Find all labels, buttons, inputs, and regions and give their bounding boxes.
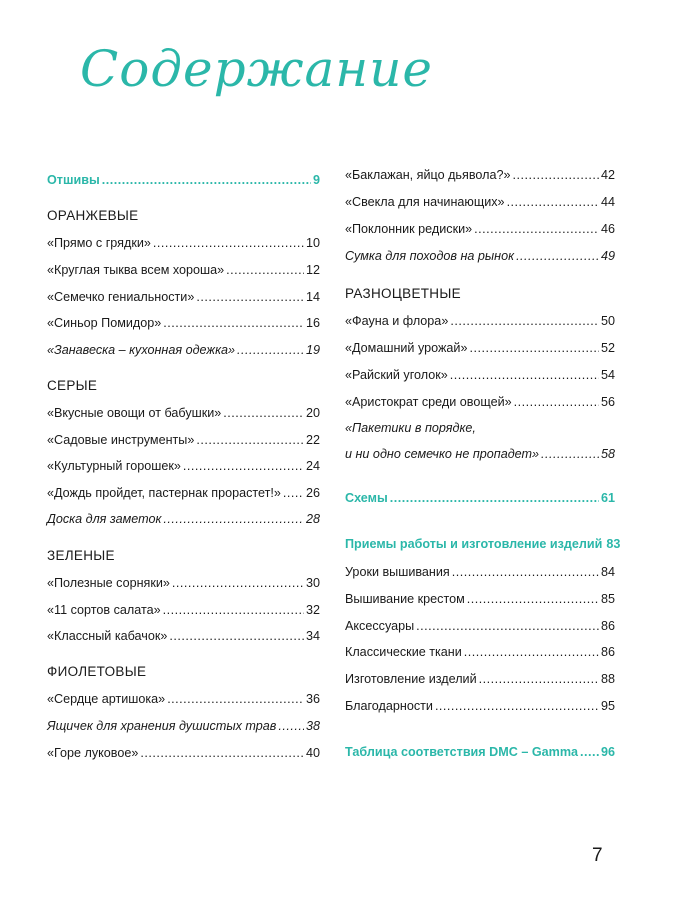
dot-leader [163, 511, 304, 527]
entry-title: «Свекла для начинающих» [345, 195, 505, 209]
entry-title: Схемы [345, 491, 388, 505]
entry-page: 83 [606, 537, 621, 551]
entry-page: 44 [600, 195, 615, 209]
toc-entry[interactable] [345, 536, 621, 552]
entry-page: 40 [305, 746, 320, 760]
toc-entry[interactable] [345, 367, 615, 383]
toc-entry[interactable] [47, 172, 320, 188]
toc-entry[interactable] [345, 591, 615, 607]
dot-leader [226, 262, 304, 278]
entry-page: 38 [305, 719, 320, 733]
toc-entry[interactable] [47, 575, 320, 591]
section-heading: ФИОЛЕТОВЫЕ [47, 664, 147, 679]
entry-page: 19 [305, 343, 320, 358]
toc-entry[interactable] [345, 644, 615, 660]
entry-page: 96 [600, 745, 615, 759]
entry-page: 95 [600, 699, 615, 713]
entry-page: 14 [305, 289, 320, 304]
toc-entry[interactable] [345, 744, 615, 760]
dot-leader [450, 367, 599, 383]
entry-page: 12 [305, 262, 320, 277]
dot-leader [223, 405, 304, 421]
entry-title: «Семечко гениальности» [47, 289, 195, 304]
toc-entry[interactable] [345, 313, 615, 329]
entry-title: «Круглая тыква всем хороша» [47, 262, 225, 277]
entry-page: 32 [305, 602, 320, 617]
toc-entry[interactable] [345, 221, 615, 237]
entry-page: 9 [312, 173, 320, 187]
dot-leader [450, 313, 599, 329]
entry-page: 10 [305, 236, 320, 250]
dot-leader [467, 591, 599, 607]
entry-page: 56 [600, 395, 615, 409]
section-heading: РАЗНОЦВЕТНЫЕ [345, 286, 461, 301]
dot-leader [580, 744, 599, 760]
entry-page: 88 [600, 672, 615, 687]
entry-title: «Вкусные овощи от бабушки» [47, 406, 222, 420]
section-heading: ЗЕЛЕНЫЕ [47, 548, 115, 563]
dot-leader [163, 602, 304, 618]
entry-page: 26 [305, 485, 320, 500]
entry-title: «Баклажан, яйцо дьявола?» [345, 168, 511, 182]
dot-leader [416, 618, 599, 634]
entry-page: 52 [600, 341, 615, 355]
dot-leader [283, 485, 304, 501]
dot-leader [390, 490, 599, 506]
entry-title: Благодарности [345, 699, 433, 713]
entry-title: «Фауна и флора» [345, 314, 449, 328]
entry-title: Вышивание крестом [345, 591, 465, 606]
entry-title: «Домашний урожай» [345, 341, 468, 355]
entry-page: 22 [305, 432, 320, 447]
toc-entry[interactable] [345, 618, 615, 634]
toc-entry[interactable] [345, 194, 615, 210]
entry-title: Таблица соответствия DMC – Gamma [345, 745, 579, 759]
entry-title: «Горе луковое» [47, 746, 139, 760]
entry-page: 58 [600, 447, 615, 461]
entry-page: 28 [305, 512, 320, 527]
entry-title: «Классный кабачок» [47, 629, 168, 644]
entry-page: 85 [600, 591, 615, 606]
toc-entry[interactable] [47, 289, 320, 305]
toc-entry[interactable] [47, 262, 320, 278]
entry-title: «Занавеска – кухонная одежка» [47, 343, 236, 358]
entry-page: 30 [305, 576, 320, 590]
dot-leader [169, 628, 304, 644]
entry-title: «Поклонник редиски» [345, 222, 473, 236]
dot-leader [541, 446, 599, 462]
entry-title: «Полезные сорняки» [47, 576, 170, 590]
entry-page: 50 [600, 314, 615, 328]
toc-entry[interactable] [47, 511, 320, 527]
entry-title: Ящичек для хранения душистых трав [47, 719, 277, 733]
section-heading: ОРАНЖЕВЫЕ [47, 208, 139, 223]
dot-leader [512, 167, 599, 183]
toc-entry[interactable] [345, 167, 615, 183]
entry-page: 86 [600, 645, 615, 660]
entry-title: «Сердце артишока» [47, 692, 166, 706]
entry-title: «11 сортов салата» [47, 602, 161, 617]
entry-title: Классические ткани [345, 645, 462, 660]
dot-leader [464, 644, 599, 660]
toc-entry[interactable] [345, 671, 615, 687]
toc-entry[interactable] [47, 628, 320, 644]
entry-page: 20 [305, 406, 320, 420]
entry-title: Сумка для походов на рынок [345, 249, 515, 263]
toc-entry[interactable] [47, 432, 320, 448]
entry-page: 42 [600, 168, 615, 182]
dot-leader [452, 564, 599, 580]
toc-entry[interactable] [47, 235, 320, 251]
entry-page: 36 [305, 692, 320, 706]
dot-leader [102, 172, 311, 188]
dot-leader [514, 394, 599, 410]
toc-entry[interactable] [47, 602, 320, 618]
toc-entry[interactable] [47, 405, 320, 421]
entry-title: «Дождь пройдет, пастернак прорастет!» [47, 485, 281, 500]
toc-entry-line[interactable]: «Пакетики в порядке, [345, 421, 476, 435]
toc-entry[interactable] [345, 248, 615, 264]
entry-title: Изготовление изделий [345, 672, 477, 687]
entry-page: 16 [305, 316, 320, 331]
dot-leader [474, 221, 599, 237]
entry-page: 84 [600, 565, 615, 579]
entry-page: 61 [600, 491, 615, 505]
entry-page: 46 [600, 222, 615, 236]
dot-leader [196, 432, 304, 448]
dot-leader [469, 340, 599, 356]
entry-title: «Прямо с грядки» [47, 236, 151, 250]
toc-entry[interactable] [345, 340, 615, 356]
toc-entry[interactable] [345, 698, 615, 714]
page-number: 7 [592, 845, 603, 866]
dot-leader [507, 194, 599, 210]
entry-page: 49 [600, 249, 615, 263]
section-heading: СЕРЫЕ [47, 378, 98, 393]
entry-page: 34 [305, 629, 320, 644]
toc-entry[interactable] [47, 315, 320, 331]
entry-title: «Культурный горошек» [47, 459, 181, 474]
entry-title: «Аристократ среди овощей» [345, 395, 512, 409]
entry-title: Отшивы [47, 173, 100, 187]
entry-title: и ни одно семечко не пропадет» [345, 447, 540, 461]
dot-leader [516, 248, 599, 264]
toc-entry[interactable] [47, 485, 320, 501]
dot-leader [140, 745, 304, 761]
toc-entry[interactable] [47, 718, 320, 734]
entry-title: «Садовые инструменты» [47, 432, 195, 447]
entry-page: 86 [600, 618, 615, 633]
toc-entry[interactable] [47, 691, 320, 707]
entry-title: Аксессуары [345, 618, 415, 633]
toc-entry[interactable] [345, 446, 615, 462]
dot-leader [153, 235, 304, 251]
toc-entry[interactable] [47, 458, 320, 474]
dot-leader [237, 342, 304, 358]
entry-page: 54 [600, 368, 615, 382]
entry-title: «Райский уголок» [345, 368, 448, 382]
dot-leader [172, 575, 304, 591]
entry-page: 24 [305, 459, 320, 474]
toc-entry[interactable] [47, 342, 320, 358]
toc-entry[interactable] [345, 564, 615, 580]
entry-title: Уроки вышивания [345, 565, 450, 579]
dot-leader [167, 691, 304, 707]
dot-leader [278, 718, 304, 734]
dot-leader [183, 458, 304, 474]
toc-entry[interactable] [47, 745, 320, 761]
dot-leader [435, 698, 599, 714]
entry-title: Приемы работы и изготовление изделий [345, 537, 603, 551]
entry-title: «Синьор Помидор» [47, 316, 162, 331]
toc-entry[interactable] [345, 490, 615, 506]
dot-leader [196, 289, 304, 305]
toc-entry[interactable] [345, 394, 615, 410]
dot-leader [163, 315, 304, 331]
dot-leader [479, 671, 599, 687]
page-title: Содержание [80, 40, 434, 98]
entry-title: Доска для заметок [47, 512, 162, 527]
